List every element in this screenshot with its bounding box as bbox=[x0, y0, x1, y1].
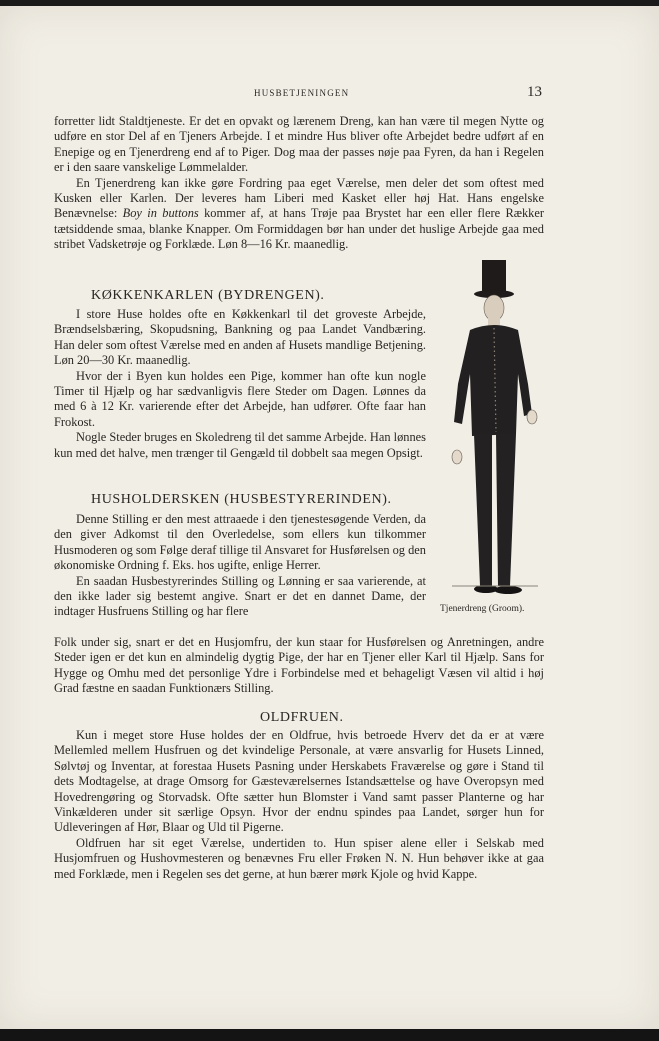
paragraph-text: En Tjenerdreng kan ikke gøre Fordring paa eget Værelse, men deler det som oftest med Kusken eller Karlen. Der leveres ham Liberi med Kasket eller høj Hat. Hans engelske Benævnelse: bbox=[54, 175, 544, 221]
top-hat-crown bbox=[482, 260, 506, 294]
illustration-caption: Tjenerdreng (Groom). bbox=[440, 604, 525, 614]
paragraph: forretter lidt Staldtjeneste. Er det en opvakt og lærenem Dreng, kan han være til megen Nytte og udføre en stor Del af en Tjeners Arbejde. I et mindre Hus bliver ofte Arbejdet bedre udført af en Enepige og en Tjenerdreng end af to Piger. Dog maa der passes nøje paa Fyren, da han i Regelen er i den saare vanskelige Lømmelalder. bbox=[54, 114, 544, 175]
paragraph: Hvor der i Byen kun holdes een Pige, kommer han ofte kun nogle Timer til Hjælp og har sædvanligvis flere Steder om Dagen. Lønnes da med 6 à 12 Kr. varierende efter det Arbejde, han udfører. Ofte faar han Frokost. bbox=[54, 368, 426, 429]
section-heading: HUSHOLDERSKEN (HUSBESTYRERINDEN). bbox=[91, 492, 392, 507]
section-tjenerdreng bbox=[54, 114, 544, 253]
paragraph-text: kommer af, at hans Trøje paa Brystet har een eller flere Rækker tætsiddende smaa, blanke Knapper. Om Formiddagen bør han under det huslige Arbejde gaa med stribet Vadsketrøje og Forklæde. Løn 8—16 Kr. maanedlig. bbox=[54, 206, 544, 252]
section-koekkenkarlen bbox=[54, 307, 426, 461]
paragraph: Nogle Steder bruges en Skoledreng til det samme Arbejde. Han lønnes kun med det halve, men trænger til Gengæld til dobbelt saa megen Opsigt. bbox=[54, 430, 426, 460]
book-page bbox=[0, 6, 659, 1029]
italic-term: Boy in buttons bbox=[122, 206, 199, 221]
right-leg bbox=[496, 434, 516, 586]
face bbox=[484, 295, 504, 321]
paragraph: Oldfruen har sit eget Værelse, undertiden to. Hun spiser alene eller i Selskab med Husjomfruen og Hushovmesteren og benævnes Fru eller Frøken N. N. Hun behøver ikke at gaa med Forklæde, men i Regelen ses det gerne, at hun bærer mørk Kjole og hvid Kappe. bbox=[54, 835, 544, 881]
page-number: 13 bbox=[527, 84, 542, 100]
right-hand bbox=[527, 410, 537, 424]
section-oldfruen bbox=[54, 728, 544, 882]
paragraph: En saadan Husbestyrerindes Stilling og Lønning er saa varierende, at den ikke lader sig bestemt angive. Snart er det en dannet Dame, der indtager Husfruens Stilling og har flere bbox=[54, 573, 426, 619]
section-husholdersken bbox=[54, 512, 426, 620]
neck bbox=[488, 318, 500, 326]
page-header bbox=[0, 84, 659, 104]
paragraph: Denne Stilling er den mest attraaede i den tjenestesøgende Verden, da den giver Adkomst til den Overledelse, som ellers kun tilkommer Husmoderen og som Følge deraf tillige til Ansvaret for Husførelsen og den økonomiske Ordning f. Eks. hos ugifte, enlige Herrer. bbox=[54, 512, 426, 573]
paragraph: I store Huse holdes ofte en Køkkenkarl til det groveste Arbejde, Brændselsbæring, Skopudsning, Bankning og paa Landet Vandbæring. Han deler som oftest Værelse med en anden af Husets mandlige Betjening. Løn 20—30 Kr. maanedlig. bbox=[54, 307, 426, 368]
paragraph bbox=[54, 176, 544, 253]
section-husholdersken-cont bbox=[54, 635, 544, 697]
paragraph: Folk under sig, snart er det en Husjomfru, der kun staar for Husførelsen og Anretningen, andre Steder igen er det kun en almindelig dygtig Pige, der har en Tjener eller Karl til Hjælp. Sans for Hygge og Omhu med det personlige Ydre i Forbindelse med et behageligt Væsen vil altid i høj Grad fæstne en saadan Funktionærs Stilling. bbox=[54, 635, 544, 696]
right-shoe bbox=[494, 586, 522, 594]
section-heading: KØKKENKARLEN (BYDRENGEN). bbox=[91, 288, 325, 303]
left-leg bbox=[474, 434, 492, 586]
section-heading: OLDFRUEN. bbox=[260, 710, 344, 725]
bottom-band bbox=[0, 1029, 659, 1041]
groom-illustration bbox=[436, 256, 554, 600]
paragraph: Kun i meget store Huse holdes der en Oldfrue, hvis betroede Hverv det da er at være Mellemled mellem Husfruen og det kvindelige Personale, at være ansvarlig for Husets Linned, Sølvtøj og Inventar, at forestaa Husets Pasning under Herskabets Fraværelse og gøre i Stand til dets Modtagelse, at drage Omsorg for Gæsteværelsernes Istandsættelse og have Overopsyn med Hovedrengøring og Storvadsk. Ofte sætter hun Blomster i Vand samt passer Planterne og har Vinkælderen under sit særlige Opsyn. Hvor der endnu spindes paa Landet, sørger hun for Udleveringen af Hør, Blaar og Uld til Pigerne. bbox=[54, 728, 544, 835]
left-hand bbox=[452, 450, 462, 464]
jacket bbox=[454, 325, 532, 436]
running-head: HUSBETJENINGEN bbox=[254, 88, 350, 98]
